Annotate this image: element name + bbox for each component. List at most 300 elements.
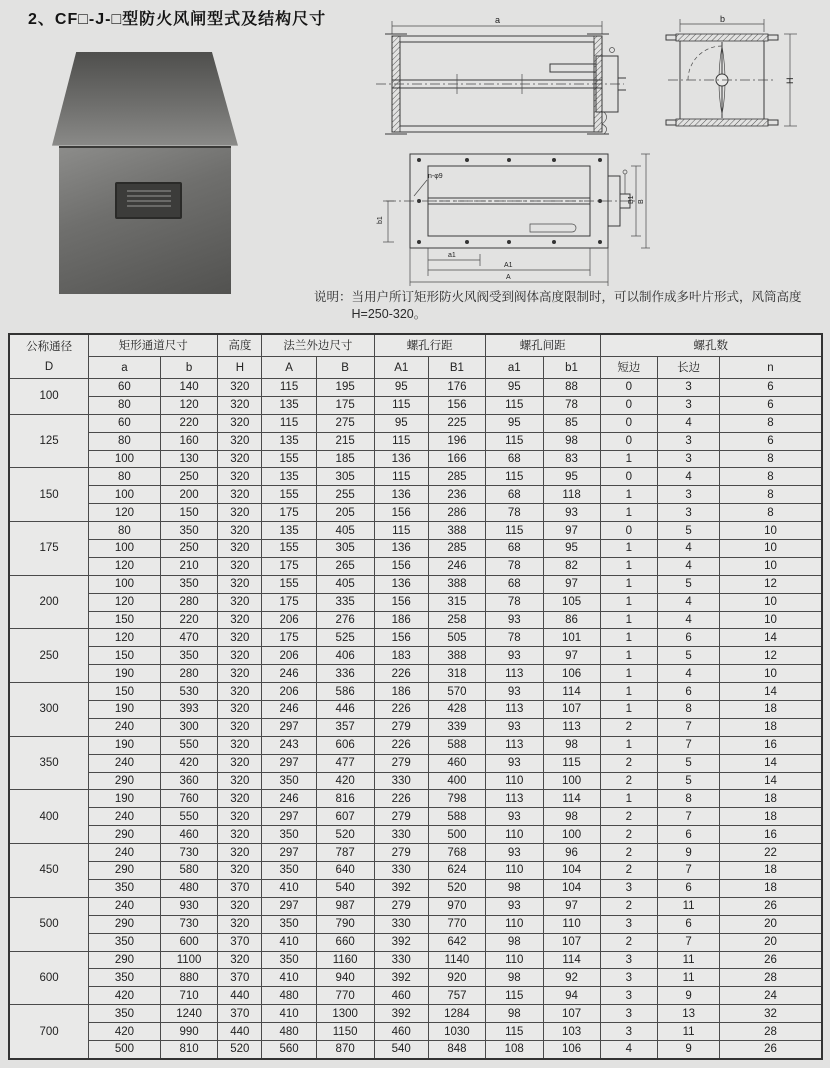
value-cell: 320 (218, 772, 262, 790)
value-cell: 320 (218, 790, 262, 808)
value-cell: 12 (720, 575, 823, 593)
value-cell: 4 (658, 468, 720, 486)
value-cell: 32 (720, 1005, 823, 1023)
value-cell: 297 (262, 718, 316, 736)
value-cell: 350 (262, 862, 316, 880)
value-cell: 18 (720, 718, 823, 736)
value-cell: 156 (374, 593, 428, 611)
value-cell: 100 (89, 450, 161, 468)
value-cell: 410 (262, 969, 316, 987)
value-cell: 220 (160, 414, 218, 432)
value-cell: 120 (89, 557, 161, 575)
value-cell: 392 (374, 933, 428, 951)
table-row (9, 701, 822, 719)
header-bolt-row-pitch: 螺孔行距 (374, 334, 485, 357)
value-cell: 136 (374, 575, 428, 593)
table-row (9, 504, 822, 522)
value-cell: 428 (428, 701, 485, 719)
value-cell: 1150 (316, 1023, 374, 1041)
dim-label-H: H (785, 77, 795, 84)
value-cell: 768 (428, 844, 485, 862)
table-row (9, 540, 822, 558)
value-cell: 98 (485, 933, 543, 951)
value-cell: 150 (89, 647, 161, 665)
value-cell: 790 (316, 915, 374, 933)
diameter-cell: 250 (9, 629, 89, 683)
value-cell: 20 (720, 933, 823, 951)
table-row (9, 915, 822, 933)
value-cell: 6 (658, 879, 720, 897)
value-cell: 350 (89, 879, 161, 897)
value-cell: 320 (218, 862, 262, 880)
header-nominal-diameter (9, 334, 89, 379)
value-cell: 540 (316, 879, 374, 897)
value-cell: 420 (89, 1023, 161, 1041)
value-cell: 320 (218, 629, 262, 647)
value-cell: 320 (218, 826, 262, 844)
value-cell: 2 (600, 826, 658, 844)
value-cell: 710 (160, 987, 218, 1005)
value-cell: 406 (316, 647, 374, 665)
value-cell: 1 (600, 540, 658, 558)
value-cell: 185 (316, 450, 374, 468)
value-cell: 1300 (316, 1005, 374, 1023)
table-row (9, 718, 822, 736)
value-cell: 642 (428, 933, 485, 951)
value-cell: 156 (374, 629, 428, 647)
value-cell: 115 (374, 396, 428, 414)
value-cell: 3 (600, 951, 658, 969)
value-cell: 236 (428, 486, 485, 504)
value-cell: 290 (89, 826, 161, 844)
value-cell: 279 (374, 844, 428, 862)
value-cell: 14 (720, 629, 823, 647)
value-cell: 848 (428, 1040, 485, 1058)
value-cell: 320 (218, 504, 262, 522)
value-cell: 0 (600, 522, 658, 540)
value-cell: 320 (218, 414, 262, 432)
value-cell: 350 (262, 772, 316, 790)
value-cell: 1 (600, 790, 658, 808)
value-cell: 155 (262, 540, 316, 558)
value-cell: 115 (485, 468, 543, 486)
value-cell: 320 (218, 647, 262, 665)
value-cell: 816 (316, 790, 374, 808)
value-cell: 607 (316, 808, 374, 826)
value-cell: 336 (316, 665, 374, 683)
value-cell: 135 (262, 468, 316, 486)
value-cell: 16 (720, 736, 823, 754)
table-row (9, 754, 822, 772)
value-cell: 226 (374, 790, 428, 808)
value-cell: 18 (720, 862, 823, 880)
value-cell: 114 (543, 951, 600, 969)
header-sub-B1: B1 (428, 357, 485, 379)
value-cell: 787 (316, 844, 374, 862)
value-cell: 135 (262, 396, 316, 414)
value-cell: 305 (316, 468, 374, 486)
value-cell: 98 (543, 736, 600, 754)
value-cell: 370 (218, 879, 262, 897)
value-cell: 279 (374, 897, 428, 915)
value-cell: 1140 (428, 951, 485, 969)
diameter-cell: 600 (9, 951, 89, 1005)
value-cell: 206 (262, 647, 316, 665)
value-cell: 3 (600, 879, 658, 897)
value-cell: 990 (160, 1023, 218, 1041)
header-sub-h: H (218, 357, 262, 379)
header-sub-n: n (720, 357, 823, 379)
value-cell: 290 (89, 862, 161, 880)
value-cell: 108 (485, 1040, 543, 1058)
value-cell: 95 (374, 379, 428, 397)
value-cell: 107 (543, 1005, 600, 1023)
value-cell: 68 (485, 540, 543, 558)
value-cell: 1 (600, 736, 658, 754)
value-cell: 220 (160, 611, 218, 629)
value-cell: 279 (374, 718, 428, 736)
value-cell: 350 (160, 647, 218, 665)
value-cell: 357 (316, 718, 374, 736)
table-row (9, 557, 822, 575)
flange-view-drawing (370, 146, 650, 288)
value-cell: 2 (600, 897, 658, 915)
value-cell: 520 (316, 826, 374, 844)
value-cell: 7 (658, 736, 720, 754)
value-cell: 276 (316, 611, 374, 629)
value-cell: 330 (374, 915, 428, 933)
value-cell: 624 (428, 862, 485, 880)
value-cell: 4 (658, 665, 720, 683)
value-cell: 155 (262, 575, 316, 593)
value-cell: 320 (218, 808, 262, 826)
value-cell: 175 (262, 504, 316, 522)
value-cell: 98 (543, 432, 600, 450)
value-cell: 279 (374, 754, 428, 772)
dim-label-b1: b1 (377, 216, 384, 224)
value-cell: 10 (720, 665, 823, 683)
dim-label-a: a (495, 15, 501, 25)
value-cell: 3 (600, 1023, 658, 1041)
value-cell: 246 (428, 557, 485, 575)
table-row (9, 808, 822, 826)
value-cell: 370 (218, 1005, 262, 1023)
table-row (9, 1023, 822, 1041)
value-cell: 470 (160, 629, 218, 647)
value-cell: 480 (160, 879, 218, 897)
diameter-cell: 300 (9, 683, 89, 737)
value-cell: 320 (218, 522, 262, 540)
value-cell: 175 (262, 629, 316, 647)
value-cell: 530 (160, 683, 218, 701)
value-cell: 100 (89, 575, 161, 593)
value-cell: 175 (316, 396, 374, 414)
value-cell: 20 (720, 915, 823, 933)
value-cell: 190 (89, 701, 161, 719)
value-cell: 93 (485, 611, 543, 629)
value-cell: 183 (374, 647, 428, 665)
value-cell: 320 (218, 611, 262, 629)
value-cell: 2 (600, 754, 658, 772)
value-cell: 1240 (160, 1005, 218, 1023)
value-cell: 226 (374, 736, 428, 754)
value-cell: 95 (543, 468, 600, 486)
value-cell: 7 (658, 808, 720, 826)
table-row (9, 844, 822, 862)
value-cell: 388 (428, 522, 485, 540)
value-cell: 410 (262, 933, 316, 951)
value-cell: 6 (720, 432, 823, 450)
value-cell: 110 (485, 826, 543, 844)
value-cell: 3 (658, 450, 720, 468)
table-row (9, 611, 822, 629)
value-cell: 350 (160, 522, 218, 540)
value-cell: 320 (218, 754, 262, 772)
value-cell: 810 (160, 1040, 218, 1058)
value-cell: 440 (218, 1023, 262, 1041)
value-cell: 2 (600, 808, 658, 826)
value-cell: 114 (543, 683, 600, 701)
value-cell: 9 (658, 987, 720, 1005)
value-cell: 500 (428, 826, 485, 844)
value-cell: 78 (485, 593, 543, 611)
value-cell: 104 (543, 879, 600, 897)
value-cell: 115 (262, 379, 316, 397)
value-cell: 6 (720, 396, 823, 414)
value-cell: 275 (316, 414, 374, 432)
value-cell: 9 (658, 844, 720, 862)
value-cell: 305 (316, 540, 374, 558)
table-row (9, 897, 822, 915)
table-row (9, 790, 822, 808)
value-cell: 104 (543, 862, 600, 880)
value-cell: 1 (600, 683, 658, 701)
value-cell: 68 (485, 450, 543, 468)
value-cell: 606 (316, 736, 374, 754)
header-d-label: D (44, 360, 54, 373)
value-cell: 1 (600, 629, 658, 647)
value-cell: 113 (485, 736, 543, 754)
value-cell: 392 (374, 969, 428, 987)
table-row (9, 414, 822, 432)
value-cell: 410 (262, 1005, 316, 1023)
value-cell: 196 (428, 432, 485, 450)
value-cell: 588 (428, 808, 485, 826)
value-cell: 98 (485, 969, 543, 987)
diameter-cell: 700 (9, 1005, 89, 1059)
value-cell: 93 (485, 844, 543, 862)
diameter-cell: 100 (9, 379, 89, 415)
value-cell: 320 (218, 683, 262, 701)
value-cell: 106 (543, 1040, 600, 1058)
table-row (9, 575, 822, 593)
value-cell: 1 (600, 593, 658, 611)
value-cell: 5 (658, 575, 720, 593)
header-duct-size: 矩形通道尺寸 (89, 334, 218, 357)
value-cell: 588 (428, 736, 485, 754)
diameter-cell: 125 (9, 414, 89, 468)
value-cell: 160 (160, 432, 218, 450)
value-cell: 920 (428, 969, 485, 987)
header-nominal-diameter-label: 公称通径 (26, 340, 73, 353)
value-cell: 320 (218, 897, 262, 915)
value-cell: 190 (89, 790, 161, 808)
value-cell: 320 (218, 432, 262, 450)
value-cell: 3 (658, 486, 720, 504)
value-cell: 80 (89, 522, 161, 540)
value-cell: 757 (428, 987, 485, 1005)
value-cell: 8 (720, 486, 823, 504)
value-cell: 285 (428, 468, 485, 486)
value-cell: 320 (218, 593, 262, 611)
value-cell: 5 (658, 772, 720, 790)
value-cell: 80 (89, 396, 161, 414)
value-cell: 560 (262, 1040, 316, 1058)
table-row (9, 629, 822, 647)
value-cell: 26 (720, 1040, 823, 1058)
value-cell: 3 (658, 396, 720, 414)
header-sub-A: A (262, 357, 316, 379)
value-cell: 26 (720, 951, 823, 969)
value-cell: 78 (485, 557, 543, 575)
value-cell: 8 (720, 450, 823, 468)
header-sub-short-side: 短边 (600, 357, 658, 379)
value-cell: 107 (543, 933, 600, 951)
value-cell: 2 (600, 718, 658, 736)
value-cell: 930 (160, 897, 218, 915)
table-row (9, 593, 822, 611)
value-cell: 320 (218, 450, 262, 468)
value-cell: 93 (485, 808, 543, 826)
value-cell: 246 (262, 665, 316, 683)
value-cell: 350 (89, 969, 161, 987)
value-cell: 660 (316, 933, 374, 951)
value-cell: 98 (485, 1005, 543, 1023)
value-cell: 18 (720, 879, 823, 897)
value-cell: 6 (658, 826, 720, 844)
value-cell: 115 (485, 396, 543, 414)
value-cell: 4 (658, 557, 720, 575)
table-row (9, 772, 822, 790)
value-cell: 113 (543, 718, 600, 736)
table-row (9, 879, 822, 897)
value-cell: 392 (374, 879, 428, 897)
value-cell: 120 (160, 396, 218, 414)
value-cell: 110 (485, 772, 543, 790)
value-cell: 114 (543, 790, 600, 808)
value-cell: 339 (428, 718, 485, 736)
value-cell: 987 (316, 897, 374, 915)
value-cell: 106 (543, 665, 600, 683)
value-cell: 420 (160, 754, 218, 772)
dim-label-A: A (506, 274, 511, 281)
value-cell: 1 (600, 701, 658, 719)
value-cell: 265 (316, 557, 374, 575)
table-row (9, 665, 822, 683)
value-cell: 1160 (316, 951, 374, 969)
value-cell: 320 (218, 468, 262, 486)
diameter-cell: 450 (9, 844, 89, 898)
header-sub-b: b (160, 357, 218, 379)
value-cell: 8 (658, 790, 720, 808)
value-cell: 480 (262, 987, 316, 1005)
value-cell: 28 (720, 1023, 823, 1041)
value-cell: 525 (316, 629, 374, 647)
dim-label-B1: B1 (628, 195, 635, 204)
value-cell: 135 (262, 432, 316, 450)
value-cell: 97 (543, 575, 600, 593)
value-cell: 320 (218, 915, 262, 933)
value-cell: 550 (160, 808, 218, 826)
value-cell: 97 (543, 522, 600, 540)
value-cell: 600 (160, 933, 218, 951)
value-cell: 3 (658, 379, 720, 397)
value-cell: 393 (160, 701, 218, 719)
value-cell: 115 (374, 522, 428, 540)
value-cell: 370 (218, 969, 262, 987)
value-cell: 186 (374, 683, 428, 701)
value-cell: 350 (160, 575, 218, 593)
value-cell: 226 (374, 701, 428, 719)
value-cell: 200 (160, 486, 218, 504)
value-cell: 350 (262, 951, 316, 969)
value-cell: 0 (600, 414, 658, 432)
value-cell: 78 (543, 396, 600, 414)
value-cell: 100 (543, 826, 600, 844)
value-cell: 640 (316, 862, 374, 880)
value-cell: 1030 (428, 1023, 485, 1041)
page-title: 2、CF□-J-□型防火风闸型式及结构尺寸 (28, 11, 327, 28)
value-cell: 240 (89, 718, 161, 736)
value-cell: 297 (262, 808, 316, 826)
value-cell: 206 (262, 683, 316, 701)
value-cell: 115 (543, 754, 600, 772)
value-cell: 135 (262, 522, 316, 540)
header-sub-b1: b1 (543, 357, 600, 379)
value-cell: 98 (543, 808, 600, 826)
value-cell: 285 (428, 540, 485, 558)
value-cell: 103 (543, 1023, 600, 1041)
value-cell: 156 (374, 504, 428, 522)
value-cell: 115 (374, 468, 428, 486)
value-cell: 940 (316, 969, 374, 987)
value-cell: 95 (543, 540, 600, 558)
value-cell: 11 (658, 969, 720, 987)
value-cell: 2 (600, 844, 658, 862)
value-cell: 279 (374, 808, 428, 826)
value-cell: 115 (485, 432, 543, 450)
value-cell: 320 (218, 951, 262, 969)
value-cell: 18 (720, 808, 823, 826)
value-cell: 93 (485, 683, 543, 701)
value-cell: 6 (658, 683, 720, 701)
value-cell: 3 (600, 969, 658, 987)
value-cell: 8 (720, 414, 823, 432)
value-cell: 330 (374, 772, 428, 790)
value-cell: 155 (262, 486, 316, 504)
value-cell: 13 (658, 1005, 720, 1023)
value-cell: 166 (428, 450, 485, 468)
value-cell: 85 (543, 414, 600, 432)
value-cell: 115 (485, 987, 543, 1005)
value-cell: 550 (160, 736, 218, 754)
value-cell: 1 (600, 611, 658, 629)
table-row (9, 826, 822, 844)
value-cell: 10 (720, 557, 823, 575)
value-cell: 335 (316, 593, 374, 611)
value-cell: 1100 (160, 951, 218, 969)
value-cell: 570 (428, 683, 485, 701)
